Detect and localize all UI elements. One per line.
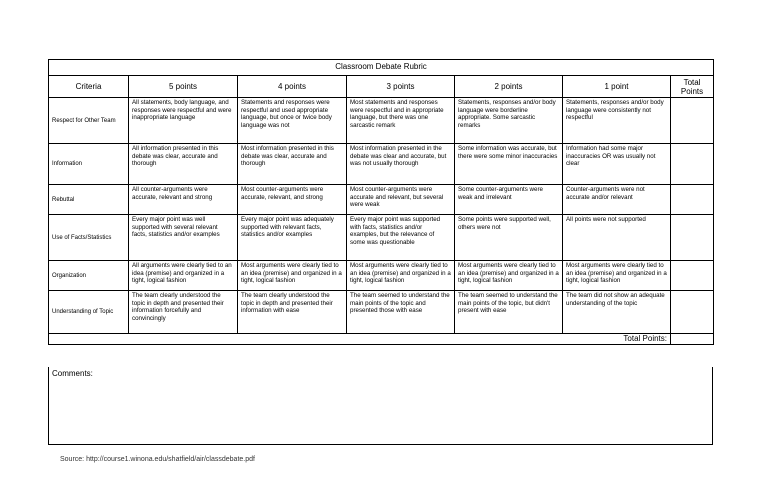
source-citation: Source: http://course1.winona.edu/shatfield/air/classdebate.pdf — [60, 456, 255, 463]
header-criteria: Criteria — [49, 76, 129, 98]
comments-label: Comments: — [52, 369, 93, 378]
table-row — [49, 215, 714, 261]
score-cell: Most counter-arguments were accurate, relevant, and strong — [238, 185, 347, 215]
score-cell: Some counter-arguments were weak and irrelevant — [455, 185, 563, 215]
score-cell: Information had some major inaccuracies OR was usually not clear — [563, 144, 671, 185]
score-cell: Most statements and responses were respectful and in appropriate language, but there was one sarcastic remark — [347, 98, 455, 144]
score-cell: Most arguments were clearly tied to an idea (premise) and organized in a tight, logical fashion — [238, 261, 347, 291]
score-cell: Statements and responses were respectful and used appropriate language, but once or twice body language was not — [238, 98, 347, 144]
table-row — [49, 185, 714, 215]
rubric-table — [48, 59, 714, 345]
score-cell: All arguments were clearly tied to an idea (premise) and organized in a tight, logical fashion — [129, 261, 238, 291]
score-cell: Most information presented in this debate was clear, accurate and thorough — [238, 144, 347, 185]
score-cell: Every major point was well supported with several relevant facts, statistics and/or examples — [129, 215, 238, 261]
score-cell: Some points were supported well, others were not — [455, 215, 563, 261]
total-cell[interactable] — [671, 98, 714, 144]
criteria-cell: Respect for Other Team — [49, 98, 129, 144]
header-1-point: 1 point — [563, 76, 671, 98]
score-cell: The team did not show an adequate understanding of the topic — [563, 291, 671, 334]
comments-box[interactable] — [48, 367, 713, 445]
total-points-value[interactable] — [671, 334, 714, 345]
score-cell: Most counter-arguments were accurate and relevant, but several were weak — [347, 185, 455, 215]
header-row — [49, 76, 714, 98]
score-cell: Most arguments were clearly tied to an idea (premise) and organized in a tight, logical fashion — [347, 261, 455, 291]
criteria-cell: Information — [49, 144, 129, 185]
score-cell: The team seemed to understand the main points of the topic, but didn't present with ease — [455, 291, 563, 334]
total-cell[interactable] — [671, 215, 714, 261]
score-cell: All information presented in this debate was clear, accurate and thorough — [129, 144, 238, 185]
score-cell: Statements, responses and/or body language were consistently not respectful — [563, 98, 671, 144]
header-3-points: 3 points — [347, 76, 455, 98]
score-cell: Most arguments were clearly tied to an idea (premise) and organized in a tight, logical fashion — [455, 261, 563, 291]
score-cell: Statements, responses and/or body language were borderline appropriate. Some sarcastic remarks — [455, 98, 563, 144]
score-cell: All points were not supported — [563, 215, 671, 261]
header-total-points: Total Points — [671, 76, 714, 98]
total-cell[interactable] — [671, 144, 714, 185]
total-cell[interactable] — [671, 261, 714, 291]
table-row — [49, 144, 714, 185]
header-4-points: 4 points — [238, 76, 347, 98]
score-cell: Every major point was adequately supported with relevant facts, statistics and/or examples — [238, 215, 347, 261]
score-cell: The team clearly understood the topic in depth and presented their information with ease — [238, 291, 347, 334]
total-points-row — [49, 334, 714, 345]
score-cell: The team seemed to understand the main points of the topic and presented those with ease — [347, 291, 455, 334]
score-cell: The team clearly understood the topic in depth and presented their information forcefully and convincingly — [129, 291, 238, 334]
criteria-cell: Understanding of Topic — [49, 291, 129, 334]
total-points-label: Total Points: — [49, 334, 671, 345]
criteria-cell: Rebuttal — [49, 185, 129, 215]
rubric-title: Classroom Debate Rubric — [49, 60, 714, 76]
score-cell: Counter-arguments were not accurate and/or relevant — [563, 185, 671, 215]
score-cell: All counter-arguments were accurate, relevant and strong — [129, 185, 238, 215]
total-cell[interactable] — [671, 291, 714, 334]
total-cell[interactable] — [671, 185, 714, 215]
score-cell: Every major point was supported with facts, statistics and/or examples, but the relevance of some was questionable — [347, 215, 455, 261]
table-row — [49, 291, 714, 334]
score-cell: Some information was accurate, but there were some minor inaccuracies — [455, 144, 563, 185]
criteria-cell: Organization — [49, 261, 129, 291]
header-5-points: 5 points — [129, 76, 238, 98]
header-2-points: 2 points — [455, 76, 563, 98]
table-row — [49, 261, 714, 291]
score-cell: Most information presented in the debate was clear and accurate, but was not usually thorough — [347, 144, 455, 185]
table-row — [49, 98, 714, 144]
score-cell: Most arguments were clearly tied to an idea (premise) and organized in a tight, logical fashion — [563, 261, 671, 291]
score-cell: All statements, body language, and responses were respectful and were inappropriate language — [129, 98, 238, 144]
criteria-cell: Use of Facts/Statistics — [49, 215, 129, 261]
